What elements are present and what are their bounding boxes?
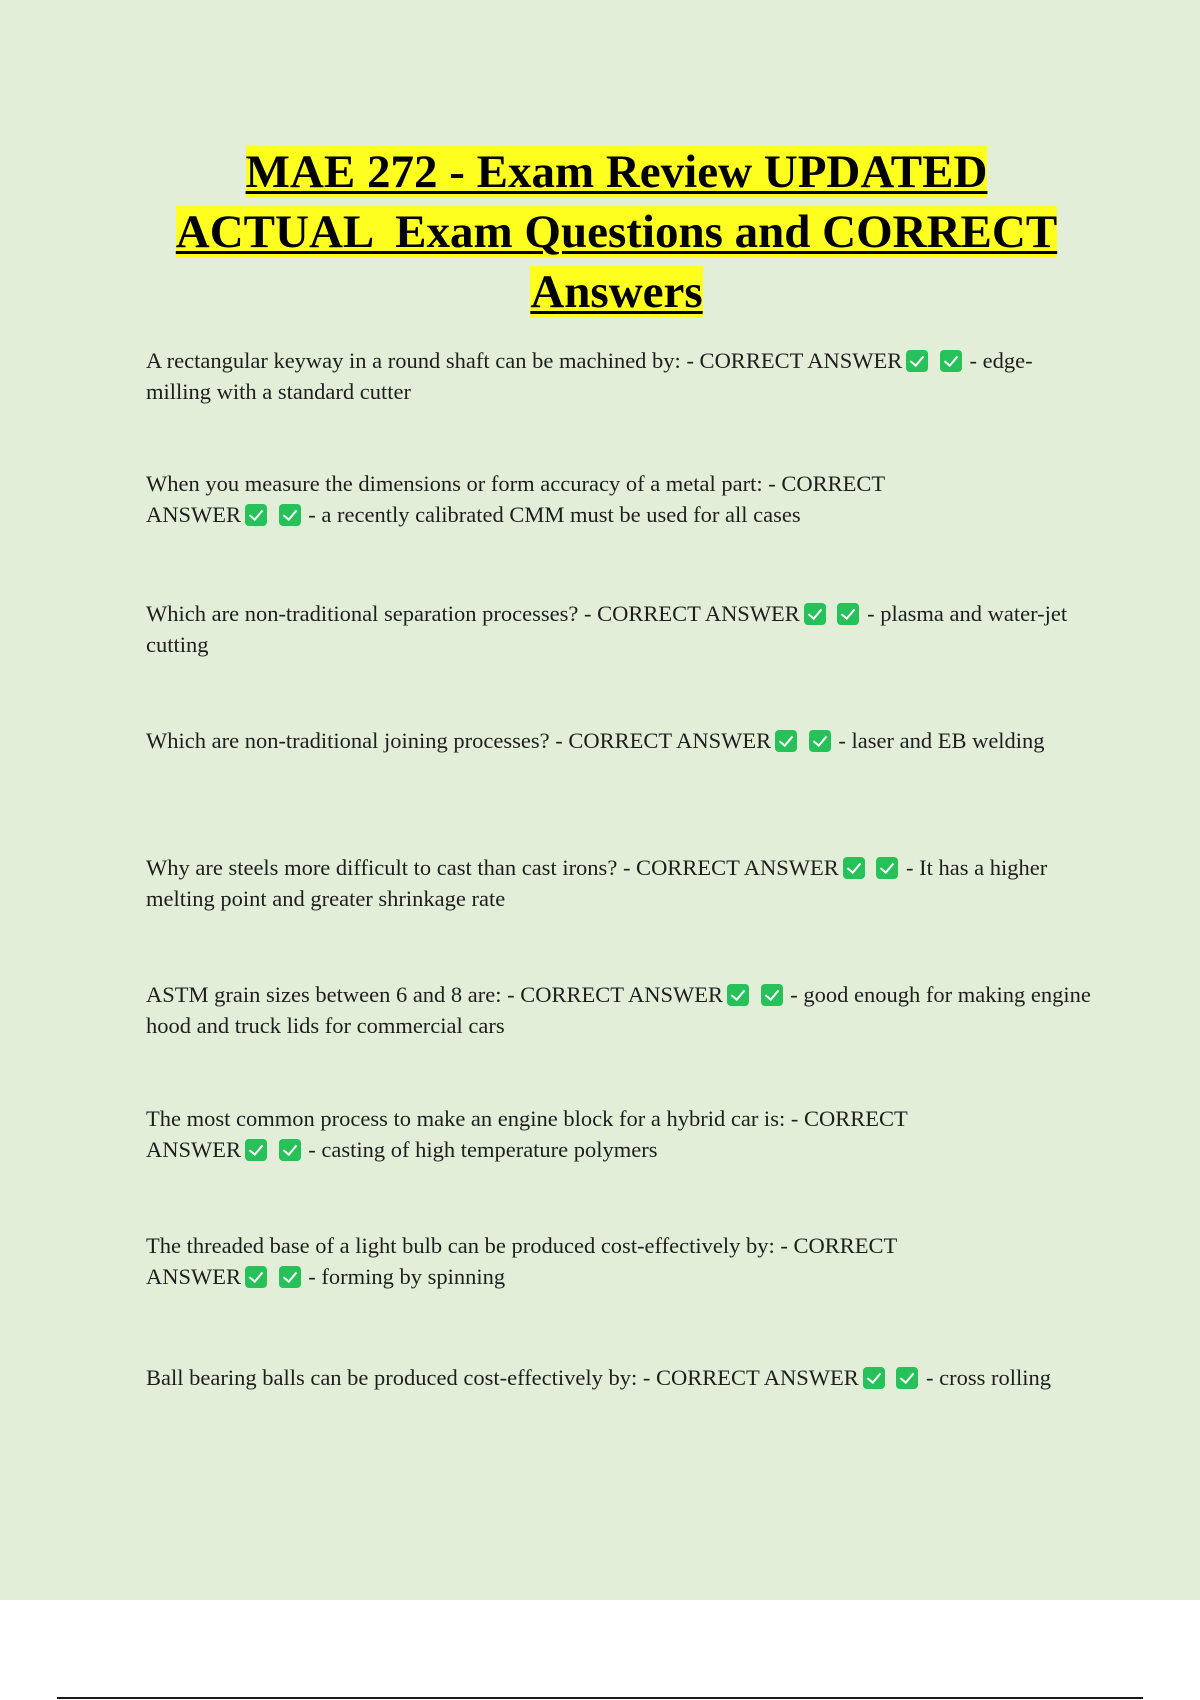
answer-marker: - CORRECT ANSWER bbox=[583, 601, 800, 626]
check-icon bbox=[837, 603, 859, 625]
question-text: Ball bearing balls can be produced cost-effectively by: bbox=[146, 1365, 638, 1390]
question-text: A rectangular keyway in a round shaft can be machined by: bbox=[146, 348, 681, 373]
answer-marker: - CORRECT ANSWER bbox=[622, 855, 839, 880]
check-icon bbox=[245, 504, 267, 526]
check-icon bbox=[863, 1367, 885, 1389]
qa-item-6: ASTM grain sizes between 6 and 8 are: - CORRECT ANSWER - good enough for making engine hood and truck lids for commercial cars bbox=[146, 982, 1091, 1038]
question-text: Which are non-traditional separation processes? bbox=[146, 601, 579, 626]
answer-text: plasma and water-jet cutting bbox=[146, 601, 1068, 657]
qa-item-3: Which are non-traditional separation processes? - CORRECT ANSWER - plasma and water-jet cutting bbox=[146, 601, 1068, 657]
answer-marker: - CORRECT ANSWER bbox=[686, 348, 903, 373]
answer-marker: - CORRECT ANSWER bbox=[146, 1106, 908, 1162]
check-icon bbox=[809, 730, 831, 752]
answer-text: cross rolling bbox=[939, 1365, 1052, 1390]
check-icon bbox=[245, 1266, 267, 1288]
check-icon bbox=[876, 857, 898, 879]
question-text: ASTM grain sizes between 6 and 8 are: bbox=[146, 982, 502, 1007]
footer-divider bbox=[57, 1697, 1143, 1699]
check-icon bbox=[896, 1367, 918, 1389]
question-text: The threaded base of a light bulb can be produced cost-effectively by: bbox=[146, 1233, 775, 1258]
answer-marker: - CORRECT ANSWER bbox=[642, 1365, 859, 1390]
check-icon bbox=[279, 1266, 301, 1288]
qa-item-8: The threaded base of a light bulb can be produced cost-effectively by: - CORRECT ANSWER - forming by spinning bbox=[146, 1233, 897, 1289]
answer-marker: - CORRECT ANSWER bbox=[507, 982, 724, 1007]
question-text: When you measure the dimensions or form accuracy of a metal part: bbox=[146, 471, 763, 496]
answer-text: It has a higher melting point and greater shrinkage rate bbox=[146, 855, 1048, 911]
check-icon bbox=[727, 984, 749, 1006]
check-icon bbox=[279, 1139, 301, 1161]
qa-item-4: Which are non-traditional joining processes? - CORRECT ANSWER - laser and EB welding bbox=[146, 728, 1045, 753]
check-icon bbox=[279, 504, 301, 526]
answer-marker: - CORRECT ANSWER bbox=[555, 728, 772, 753]
check-icon bbox=[906, 350, 928, 372]
title-line-2: ACTUAL Exam Questions and CORRECT bbox=[175, 206, 1058, 258]
answer-text: laser and EB welding bbox=[851, 728, 1045, 753]
answer-marker: - CORRECT ANSWER bbox=[146, 1233, 897, 1289]
document-title bbox=[120, 142, 1113, 322]
question-text: Why are steels more difficult to cast than cast irons? bbox=[146, 855, 618, 880]
qa-item-2: When you measure the dimensions or form accuracy of a metal part: - CORRECT ANSWER - a recently calibrated CMM must be used for all cases bbox=[146, 471, 885, 527]
title-line-1: MAE 272 - Exam Review UPDATED bbox=[245, 146, 988, 198]
question-text: The most common process to make an engine block for a hybrid car is: bbox=[146, 1106, 786, 1131]
answer-text: edge-milling with a standard cutter bbox=[146, 348, 1033, 404]
check-icon bbox=[775, 730, 797, 752]
title-line-3: Answers bbox=[530, 266, 703, 318]
check-icon bbox=[761, 984, 783, 1006]
answer-text: casting of high temperature polymers bbox=[321, 1137, 658, 1162]
check-icon bbox=[804, 603, 826, 625]
check-icon bbox=[940, 350, 962, 372]
qa-item-7: The most common process to make an engine block for a hybrid car is: - CORRECT ANSWER - casting of high temperature polymers bbox=[146, 1106, 908, 1162]
answer-text: a recently calibrated CMM must be used for all cases bbox=[321, 502, 801, 527]
answer-marker: - CORRECT ANSWER bbox=[146, 471, 885, 527]
qa-item-5: Why are steels more difficult to cast than cast irons? - CORRECT ANSWER - It has a higher melting point and greater shrinkage rate bbox=[146, 855, 1048, 911]
check-icon bbox=[843, 857, 865, 879]
answer-text: good enough for making engine hood and truck lids for commercial cars bbox=[146, 982, 1091, 1038]
answer-text: forming by spinning bbox=[321, 1264, 506, 1289]
check-icon bbox=[245, 1139, 267, 1161]
qa-item-9: Ball bearing balls can be produced cost-effectively by: - CORRECT ANSWER - cross rolling bbox=[146, 1365, 1052, 1390]
question-text: Which are non-traditional joining processes? bbox=[146, 728, 550, 753]
qa-item-1: A rectangular keyway in a round shaft can be machined by: - CORRECT ANSWER - edge-milling with a standard cutter bbox=[146, 348, 1033, 404]
